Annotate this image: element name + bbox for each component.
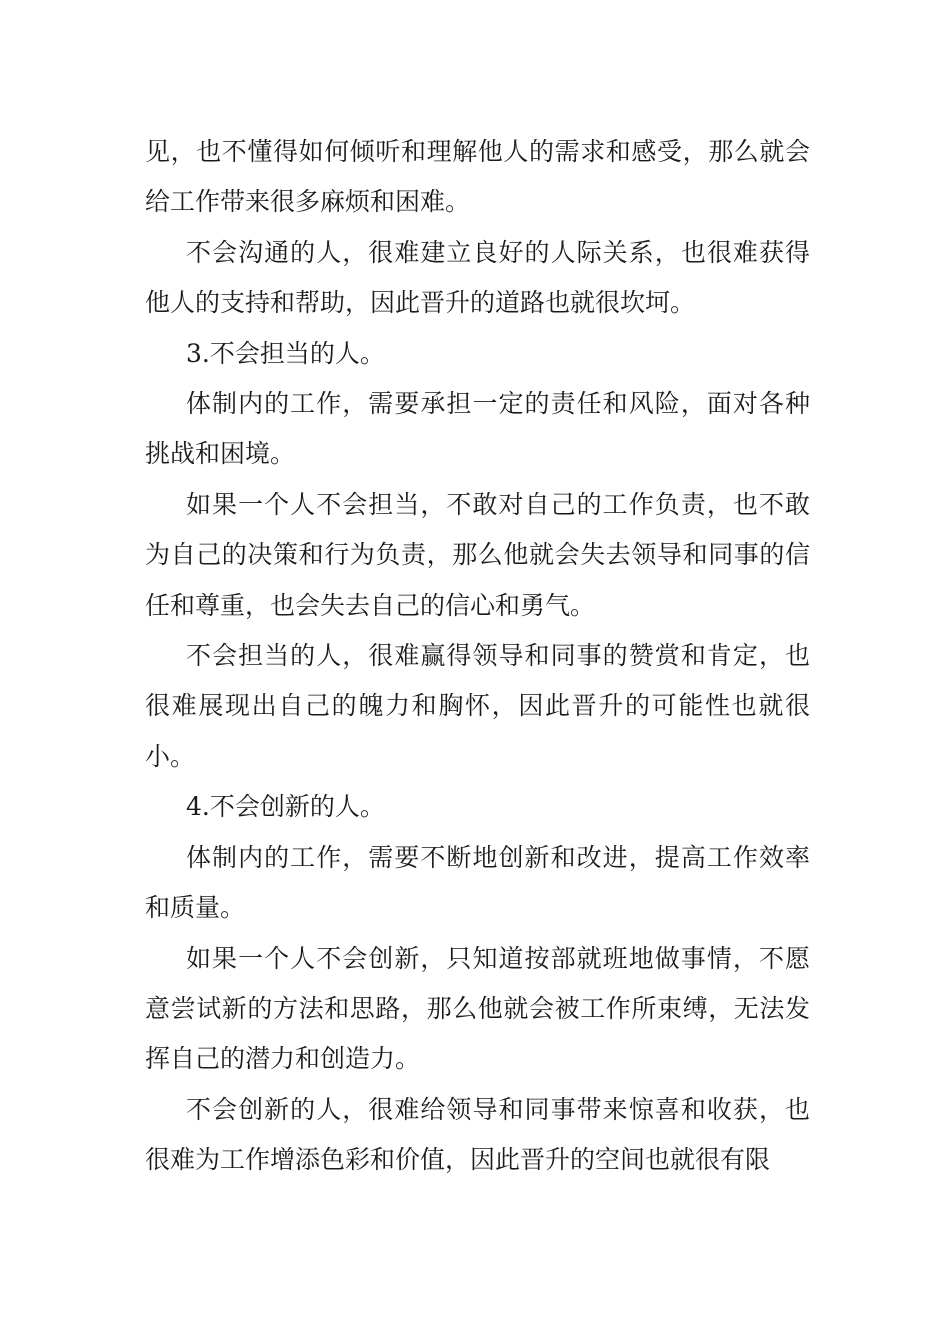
paragraph-responsibility-intro: 体制内的工作，需要承担一定的责任和风险，面对各种挑战和困境。 [145,389,810,469]
paragraph-continuation: 见，也不懂得如何倾听和理解他人的需求和感受，那么就会给工作带来很多麻烦和困难。 [145,137,810,217]
section-heading-4: 4.不会创新的人。 [186,792,385,822]
paragraph-innovation-summary: 不会创新的人，很难给领导和同事带来惊喜和收获，也很难为工作增添色彩和价值，因此晋升的空间也就很有限 [145,1094,810,1175]
paragraph-responsibility-summary: 不会担当的人，很难赢得领导和同事的赞赏和肯定，也很难展现出自己的魄力和胸怀，因此晋升的可能性也就很小。 [145,641,810,771]
paragraph-innovation-detail: 如果一个人不会创新，只知道按部就班地做事情，不愿意尝试新的方法和思路，那么他就会被工作所束缚，无法发挥自己的潜力和创造力。 [145,943,810,1074]
paragraph-responsibility-detail: 如果一个人不会担当，不敢对自己的工作负责，也不敢为自己的决策和行为负责，那么他就会失去领导和同事的信任和尊重，也会失去自己的信心和勇气。 [145,489,810,620]
document-page [145,127,810,1186]
paragraph-communication-summary: 不会沟通的人，很难建立良好的人际关系，也很难获得他人的支持和帮助，因此晋升的道路也就很坎坷。 [145,237,810,318]
section-heading-3: 3.不会担当的人。 [186,338,385,368]
paragraph-innovation-intro: 体制内的工作，需要不断地创新和改进，提高工作效率和质量。 [145,842,810,923]
